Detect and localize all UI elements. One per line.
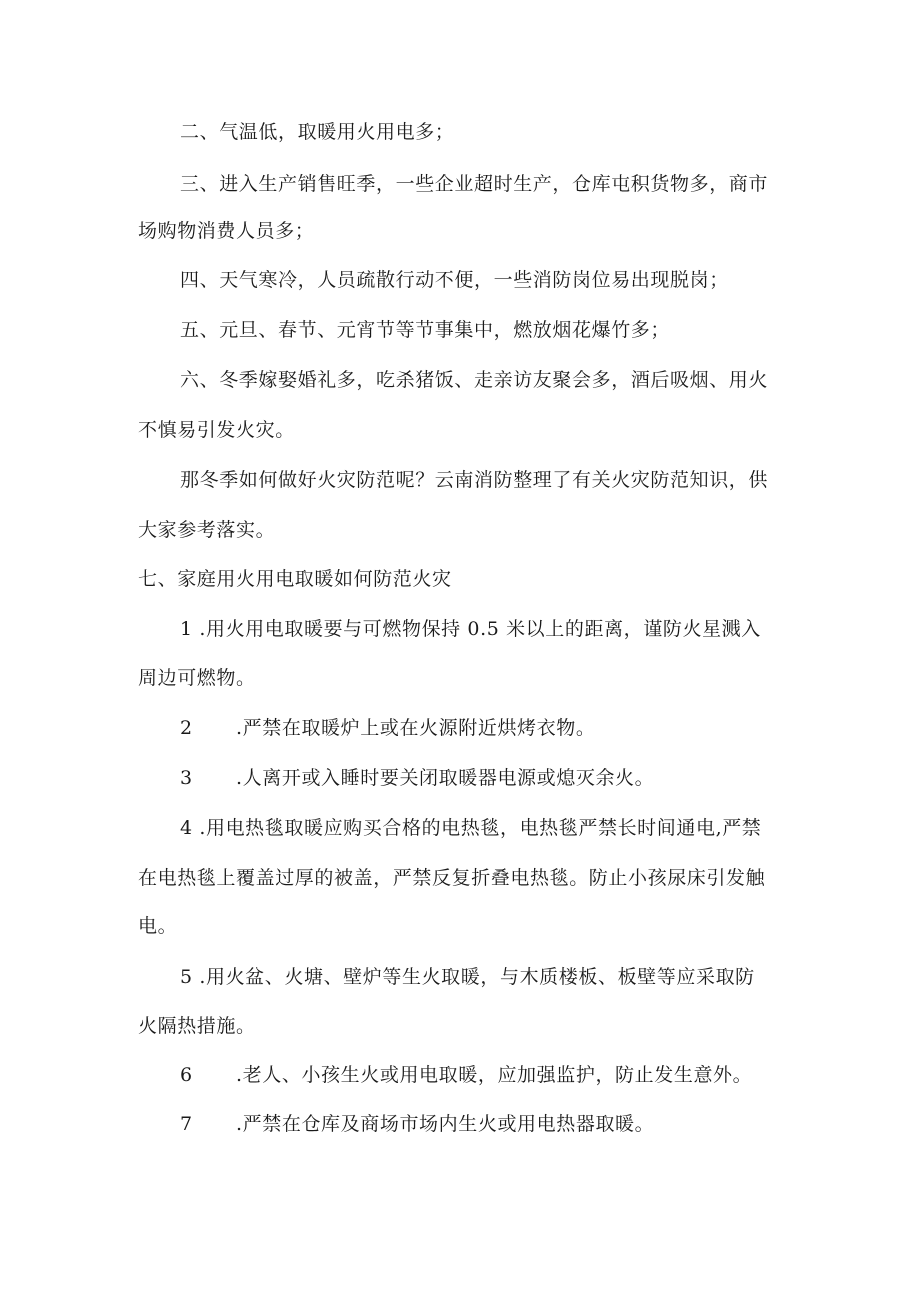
intro-line-2: 大家参考落实。	[138, 519, 276, 541]
item-1-line-1: 1 .用火用电取暖要与可燃物保持 0.5 米以上的距离，谨防火星溅入	[180, 618, 761, 640]
item-7	[180, 1112, 654, 1136]
paragraph-3-line-1: 三、进入生产销售旺季，一些企业超时生产，仓库屯积货物多，商市	[180, 173, 769, 195]
item-6-text: .老人、小孩生火或用电取暖，应加强监护，防止发生意外。	[236, 1064, 753, 1086]
item-3-number: 3	[180, 767, 193, 789]
item-4-line-2: 在电热毯上覆盖过厚的被盖，严禁反复折叠电热毯。防止小孩尿床引发触	[138, 867, 766, 889]
item-3-text: .人离开或入睡时要关闭取暖器电源或熄灭余火。	[236, 767, 655, 789]
item-3	[180, 766, 654, 790]
paragraph-6-line-1: 六、冬季嫁娶婚礼多，吃杀猪饭、走亲访友聚会多，酒后吸烟、用火	[180, 369, 769, 391]
item-4-line-3: 电。	[138, 915, 178, 937]
item-6	[180, 1063, 752, 1087]
item-5-line-2: 火隔热措施。	[138, 1015, 256, 1037]
section-heading-7: 七、家庭用火用电取暖如何防范火灾	[138, 568, 452, 590]
item-6-number: 6	[180, 1064, 193, 1086]
item-5-line-1: 5 .用火盆、火塘、壁炉等生火取暖，与木质楼板、板壁等应采取防	[180, 966, 755, 988]
paragraph-2: 二、气温低，取暖用火用电多；	[180, 121, 455, 143]
item-2-text: .严禁在取暖炉上或在火源附近烘烤衣物。	[236, 717, 596, 739]
item-2-number: 2	[180, 717, 193, 739]
item-7-number: 7	[180, 1113, 193, 1135]
item-1-line-2: 周边可燃物。	[138, 667, 256, 689]
item-7-text: .严禁在仓库及商场市场内生火或用电热器取暖。	[236, 1113, 655, 1135]
intro-line-1: 那冬季如何做好火灾防范呢？云南消防整理了有关火灾防范知识，供	[180, 469, 769, 491]
paragraph-5: 五、元旦、春节、元宵节等节事集中，燃放烟花爆竹多；	[180, 319, 671, 341]
paragraph-3-line-2: 场购物消费人员多；	[138, 220, 315, 242]
paragraph-6-line-2: 不慎易引发火灾。	[138, 419, 295, 441]
item-4-line-1: 4 .用电热毯取暖应购买合格的电热毯，电热毯严禁长时间通电,严禁	[180, 817, 762, 839]
item-2	[180, 716, 595, 740]
paragraph-4: 四、天气寒冷，人员疏散行动不便，一些消防岗位易出现脱岗；	[180, 269, 729, 291]
